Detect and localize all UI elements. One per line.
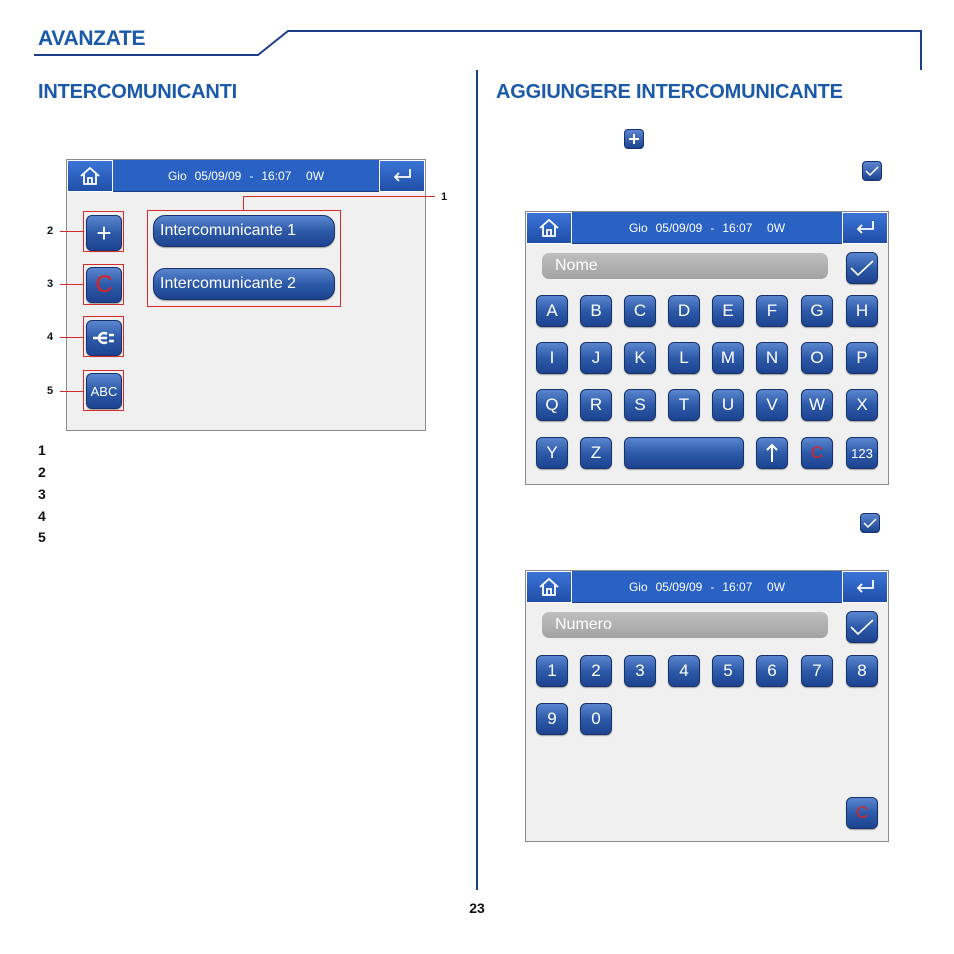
numeric-mode-key[interactable]: 123 [846,437,878,469]
confirm-button[interactable] [846,252,878,284]
callout-leader [243,196,244,210]
return-arrow-icon [852,218,878,238]
status-text: Gio 05/09/09 - 16:07 0W [167,169,325,183]
page-number: 23 [469,900,485,916]
home-icon [538,218,560,238]
return-arrow-icon [852,577,878,597]
status-text: Gio 05/09/09 - 16:07 0W [628,580,786,594]
home-button[interactable] [526,571,572,603]
key-u[interactable]: U [712,389,744,421]
confirm-button[interactable] [846,611,878,643]
home-button[interactable] [526,212,572,244]
rename-button[interactable]: ABC [86,373,122,409]
callout-box-5 [83,370,124,411]
key-b[interactable]: B [580,295,612,327]
check-icon [860,513,880,533]
return-arrow-icon [389,166,415,186]
key-c[interactable]: C [624,295,656,327]
key-m[interactable]: M [712,342,744,374]
back-button[interactable] [379,160,425,192]
digit-key-4[interactable]: 4 [668,655,700,687]
legend-number: 2 [38,464,46,480]
callout-box-2 [83,211,124,252]
clear-button[interactable]: C [86,267,122,303]
legend-number: 3 [38,486,46,502]
callout-leader [60,284,83,285]
digit-key-0[interactable]: 0 [580,703,612,735]
callout-leader [60,337,83,338]
status-bar [67,160,425,192]
key-z[interactable]: Z [580,437,612,469]
key-r[interactable]: R [580,389,612,421]
callout-leader [60,231,83,232]
key-a[interactable]: A [536,295,568,327]
home-icon [538,577,560,597]
key-k[interactable]: K [624,342,656,374]
status-text: Gio 05/09/09 - 16:07 0W [628,221,786,235]
clear-key[interactable]: C [846,797,878,829]
key-f[interactable]: F [756,295,788,327]
callout-label-3: 3 [47,278,54,290]
check-icon [862,161,882,181]
check-icon [850,259,874,277]
check-icon [850,618,874,636]
key-s[interactable]: S [624,389,656,421]
legend-number: 4 [38,508,46,524]
digit-key-8[interactable]: 8 [846,655,878,687]
back-button[interactable] [842,212,888,244]
home-icon [79,166,101,186]
callout-box-3 [83,264,124,305]
digit-key-2[interactable]: 2 [580,655,612,687]
key-t[interactable]: T [668,389,700,421]
space-key[interactable] [624,437,744,469]
callout-label-5: 5 [47,385,54,397]
key-o[interactable]: O [801,342,833,374]
name-keyboard-screen [525,211,889,485]
digit-key-9[interactable]: 9 [536,703,568,735]
callout-label-2: 2 [47,225,54,237]
right-section-title: AGGIUNGERE INTERCOMUNICANTE [496,81,843,103]
key-i[interactable]: I [536,342,568,374]
name-field[interactable]: Nome [542,253,828,279]
key-d[interactable]: D [668,295,700,327]
legend-number: 5 [38,529,46,545]
legend-number: 1 [38,442,46,458]
intercom-item[interactable]: Intercomunicante 1 [153,215,335,247]
key-g[interactable]: G [801,295,833,327]
clear-key[interactable]: C [801,437,833,469]
callout-leader [243,196,435,197]
callout-leader [60,391,83,392]
digit-key-1[interactable]: 1 [536,655,568,687]
left-section-title: INTERCOMUNICANTI [38,81,238,103]
digit-key-3[interactable]: 3 [624,655,656,687]
callout-box-1 [147,210,341,307]
number-keypad-screen [525,570,889,842]
intercom-item[interactable]: Intercomunicante 2 [153,268,335,300]
page-section-title: AVANZATE [38,27,146,50]
key-n[interactable]: N [756,342,788,374]
add-intercom-button[interactable]: + [86,215,122,251]
shift-key[interactable] [756,437,788,469]
digit-key-5[interactable]: 5 [712,655,744,687]
back-button[interactable] [842,571,888,603]
digit-key-7[interactable]: 7 [801,655,833,687]
digit-key-6[interactable]: 6 [756,655,788,687]
number-field[interactable]: Numero [542,612,828,638]
callout-box-4 [83,316,124,357]
status-bar [526,571,888,603]
home-button[interactable] [67,160,113,192]
key-h[interactable]: H [846,295,878,327]
key-l[interactable]: L [668,342,700,374]
callout-label-4: 4 [47,331,54,343]
status-bar [526,212,888,244]
key-j[interactable]: J [580,342,612,374]
up-arrow-icon [766,443,778,463]
key-q[interactable]: Q [536,389,568,421]
key-e[interactable]: E [712,295,744,327]
callout-label-1: 1 [441,191,448,203]
header-rule [0,0,954,80]
key-v[interactable]: V [756,389,788,421]
key-p[interactable]: P [846,342,878,374]
key-w[interactable]: W [801,389,833,421]
add-icon [624,129,644,149]
key-x[interactable]: X [846,389,878,421]
column-divider [476,70,478,890]
key-y[interactable]: Y [536,437,568,469]
